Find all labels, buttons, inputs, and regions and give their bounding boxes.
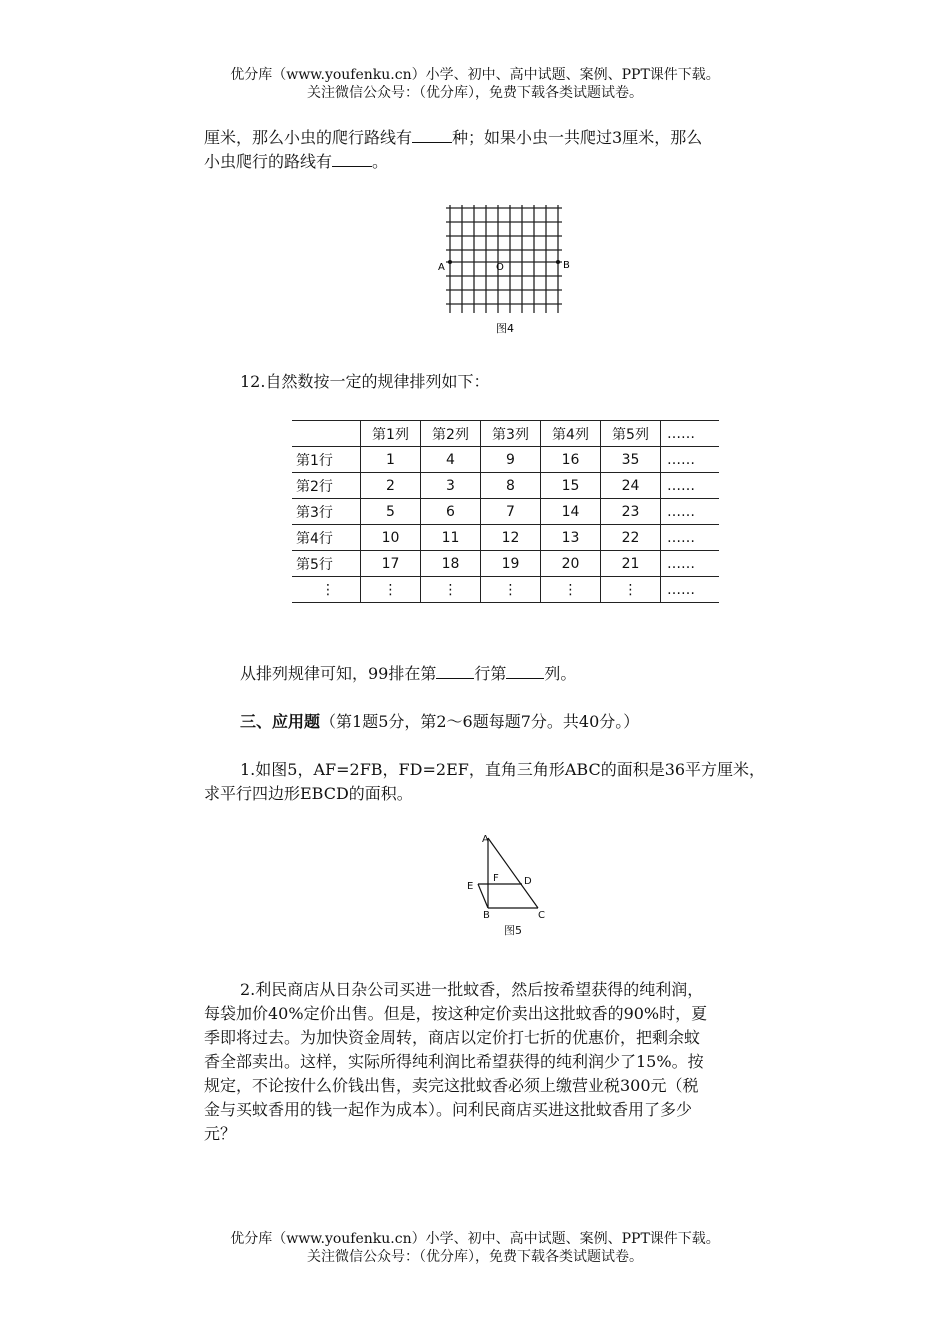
table-row: 第2行 2 3 8 15 24 …… (292, 473, 719, 499)
point-b (556, 260, 560, 264)
app-problem-2: 2.利民商店从日杂公司买进一批蚊香，然后按希望获得的纯利润， 每袋加价40%定价出售。但是，按这种定价卖出这批蚊香的90%时，夏 季即将过去。为加快资金周转，商店以定价打七折的优惠价，把剩余蚊 香全部卖出。这样，实际所得纯利润比希望获得的纯利润少了15%。按 规定，不论按什么价钱出售，卖完这批蚊香必须上缴营业税300元（税 金与买蚊香用的钱一起作为成本）。问利民商店买进这批蚊香用了多少 元？ (204, 980, 708, 1143)
table-header-row: 第1列 第2列 第3列 第4列 第5列 …… (292, 421, 719, 447)
q12-question: 从排列规律可知，99排在第 行第 列。 (240, 664, 577, 683)
figure-5-caption: 图5 (504, 924, 522, 937)
answer-blank[interactable] (412, 128, 452, 143)
sequence-table-wrap (292, 420, 719, 603)
answer-blank[interactable] (506, 664, 544, 679)
figure-4-grid (432, 200, 582, 340)
page-footer (0, 1230, 950, 1266)
q11-text: 厘米，那么小虫的爬行路线有 种；如果小虫一共爬过3厘米，那么 小虫爬行的路线有 。 (204, 128, 703, 171)
sequence-table (292, 420, 719, 603)
label-f: F (493, 873, 499, 884)
header-line-2: 关注微信公众号：（优分库），免费下载各类试题试卷。 (307, 85, 643, 101)
label-a: A (438, 262, 445, 273)
table-row: ⋮ ⋮ ⋮ ⋮ ⋮ ⋮ …… (292, 577, 719, 603)
label-e: E (467, 881, 474, 892)
footer-line-2: 关注微信公众号：（优分库），免费下载各类试题试卷。 (307, 1249, 643, 1265)
label-a: A (482, 834, 489, 845)
table-row: 第4行 10 11 12 13 22 …… (292, 525, 719, 551)
label-o: O (496, 262, 504, 273)
table-row: 第5行 17 18 19 20 21 …… (292, 551, 719, 577)
label-b: B (563, 260, 570, 271)
section-3-heading (240, 710, 800, 734)
section-note: （第1题5分，第2～6题每题7分。共40分。） (320, 712, 640, 731)
page-header (0, 66, 950, 102)
footer-line-1: 优分库（www.youfenku.cn）小学、初中、高中试题、案例、PPT课件下载。 (230, 1231, 720, 1247)
app-problem-1: 1.如图5，AF=2FB，FD=2EF，直角三角形ABC的面积是36平方厘米， 求平行四边形EBCD的面积。 (204, 760, 766, 803)
figure-4-caption: 图4 (496, 322, 514, 335)
table-row: 第3行 5 6 7 14 23 …… (292, 499, 719, 525)
segment-eb (478, 884, 488, 908)
label-b: B (483, 910, 490, 921)
label-d: D (524, 876, 532, 887)
answer-blank[interactable] (332, 152, 372, 167)
header-line-1: 优分库（www.youfenku.cn）小学、初中、高中试题、案例、PPT课件下载。 (230, 67, 720, 83)
section-title: 三、应用题 (240, 712, 321, 731)
answer-blank[interactable] (436, 664, 474, 679)
figure-5-triangle (460, 830, 560, 945)
table-row: 第1行 1 4 9 16 35 …… (292, 447, 719, 473)
q12-intro: 12.自然数按一定的规律排列如下： (240, 372, 490, 391)
label-c: C (538, 910, 545, 921)
point-a (448, 260, 452, 264)
